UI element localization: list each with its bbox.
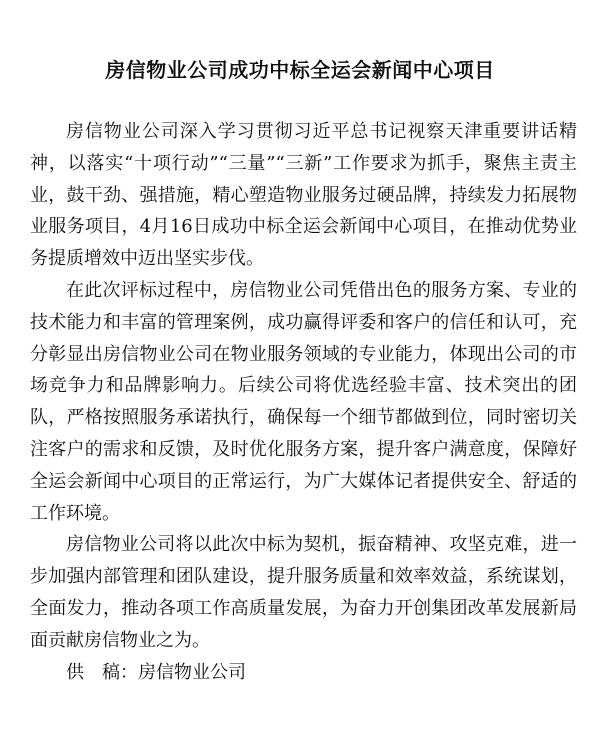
source-credit — [30, 657, 577, 689]
article-paragraph-3: 房信物业公司将以此次中标为契机，振奋精神、攻坚克难，进一步加强内部管理和团队建设，提升服务质量和效率效益，系统谋划，全面发力，推动各项工作高质量发展，为奋力开创集团改革发展新局面贡献房信物业之为。 — [30, 534, 577, 651]
article-paragraph-2: 在此次评标过程中，房信物业公司凭借出色的服务方案、专业的技术能力和丰富的管理案例，成功赢得评委和客户的信任和认可，充分彰显出房信物业公司在物业服务领域的专业能力，体现出公司的市场竞争力和品牌影响力。后续公司将优选经验丰富、技术突出的团队，严格按照服务承诺执行，确保每一个细节都做到位，同时密切关注客户的需求和反馈，及时优化服务方案，提升客户满意度，保障好全运会新闻中心项目的正常运行，为广大媒体记者提供安全、舒适的工作环境。 — [30, 279, 577, 524]
source-value: 房信物业公司 — [138, 661, 246, 683]
article-title: 房信物业公司成功中标全运会新闻中心项目 — [105, 58, 495, 82]
article-paragraph-1: 房信物业公司深入学习贯彻习近平总书记视察天津重要讲话精神，以落实“十项行动”“三量”“三新”工作要求为抓手，聚焦主责主业，鼓干劲、强措施，精心塑造物业服务过硬品牌，持续发力拓展物业服务项目，4月16日成功中标全运会新闻中心项目，在推动优势业务提质增效中迈出坚实步伐。 — [30, 121, 577, 270]
source-label: 供 稿： — [66, 661, 138, 683]
article-body — [30, 116, 577, 688]
